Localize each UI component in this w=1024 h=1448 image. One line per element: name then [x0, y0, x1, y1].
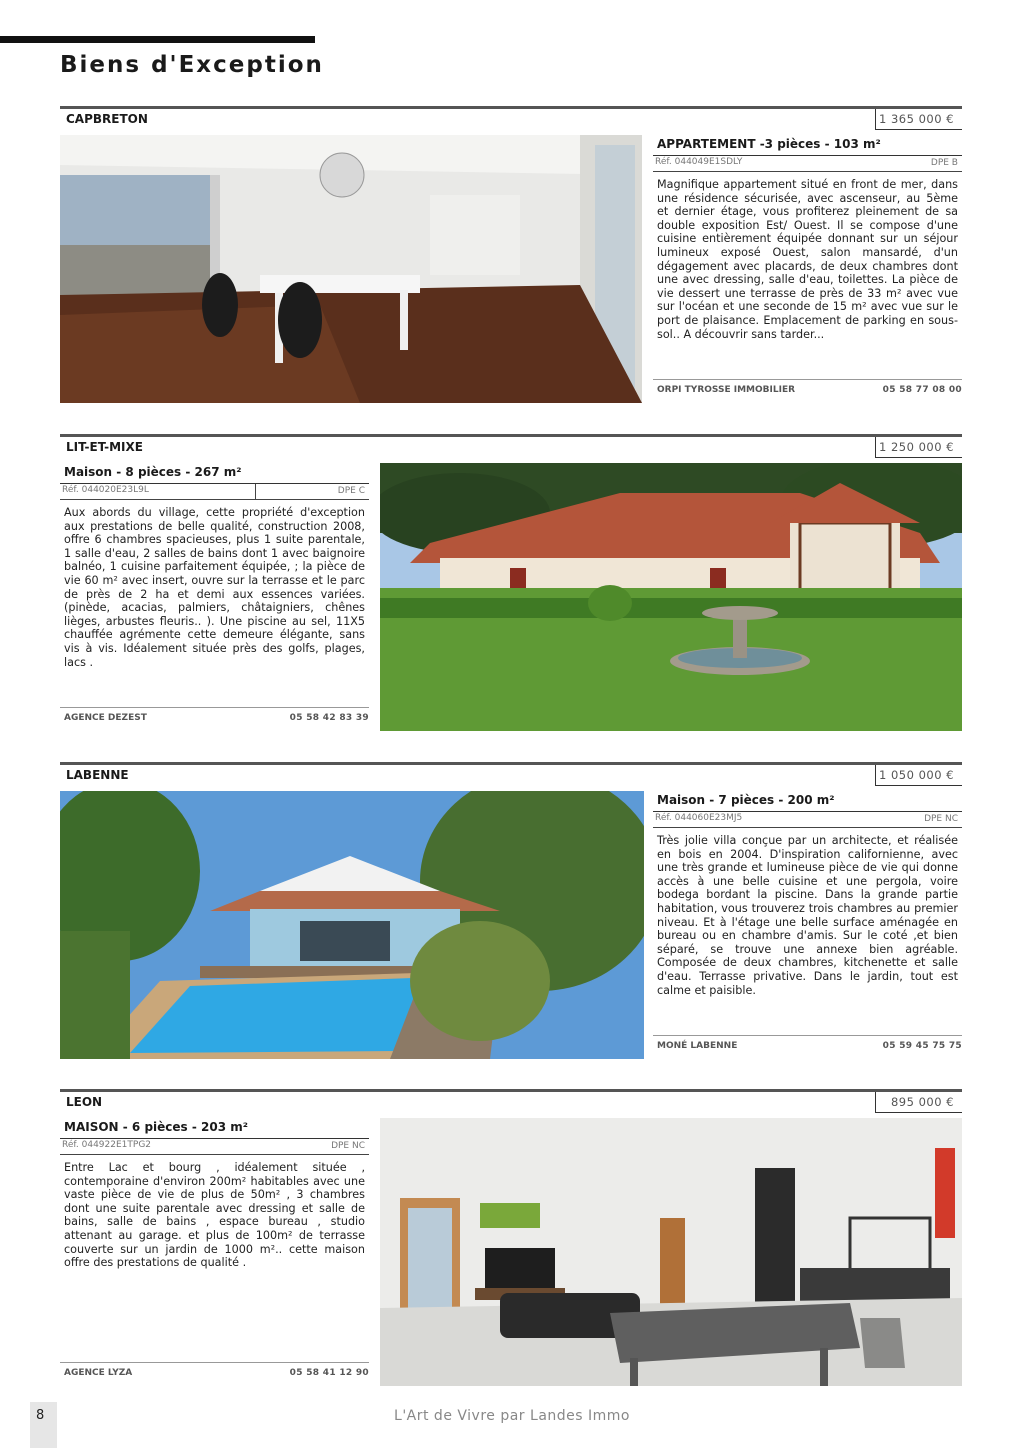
price-box	[875, 1092, 962, 1113]
agency-phone[interactable]: 05 58 41 12 90	[289, 1368, 369, 1378]
agency-phone[interactable]: 05 59 45 75 75	[882, 1041, 962, 1051]
dpe-rating: DPE B	[930, 158, 958, 168]
listing-city: LEON	[66, 1095, 103, 1109]
page-number: 8	[36, 1408, 45, 1423]
agency-row	[653, 379, 962, 398]
agency-name: AGENCE LYZA	[64, 1368, 133, 1378]
property-type: Maison - 8 pièces - 267 m²	[60, 463, 369, 484]
listing-price: 1 250 000 €	[879, 440, 954, 454]
description: Entre Lac et bourg , idéalement située , contemporaine d'environ 200m² habitables avec une vaste pièce de vie de plus de 50m² , 3 chambres dont une suite parentale avec dressing et salle de bains, salle de bains , espace bureau , studio attenant au garage. et plus de 100m² de terrasse couverte sur un jardin de 1000 m².. cette maison offre des prestations de qualité .	[64, 1161, 365, 1270]
reference-row	[653, 812, 962, 828]
dpe-rating: DPE C	[337, 486, 365, 496]
listing-photo-house-garden	[380, 463, 962, 731]
listing-text	[653, 791, 962, 1059]
price-box	[875, 437, 962, 458]
reference-row	[60, 484, 369, 500]
listing-price: 1 365 000 €	[879, 112, 954, 126]
listing-header	[60, 106, 962, 131]
agency-name: ORPI TYROSSE IMMOBILIER	[657, 385, 796, 395]
description: Magnifique appartement situé en front de mer, dans une résidence sécurisée, avec ascenseur, au 5ème et dernier étage, vous profiterez pleinement de sa double exposition Est/ Ouest. Il se compose d'une cuisine entièrement équipée donnant sur un séjour lumineux exposé Ouest, salon mansardé, d'un dégagement avec placards, de deux chambres dont une avec dressing, salle d'eau, toilettes. La pièce de vie dessert une terrasse de près de 33 m² avec vue sur l'océan et une seconde de 15 m² avec vue sur le port de plaisance. Emplacement de parking en sous-sol.. A découvrir sans tarder...	[657, 178, 958, 341]
agency-name: AGENCE DEZEST	[64, 713, 147, 723]
listing-lit-et-mixe	[60, 434, 962, 734]
listing-text	[653, 135, 962, 403]
listing-city: LABENNE	[66, 768, 129, 782]
agency-name: MONÉ LABENNE	[657, 1041, 738, 1051]
listing-city: LIT-ET-MIXE	[66, 440, 143, 454]
dpe-rating: DPE NC	[331, 1141, 365, 1151]
price-box	[875, 109, 962, 130]
listing-header	[60, 1089, 962, 1114]
listing-city: CAPBRETON	[66, 112, 148, 126]
reference: Réf. 044049E1SDLY	[655, 157, 743, 167]
agency-row	[60, 707, 369, 726]
reference: Réf. 044922E1TPG2	[62, 1140, 152, 1150]
property-type: APPARTEMENT -3 pièces - 103 m²	[653, 135, 962, 156]
listing-photo-pool-villa	[60, 791, 644, 1059]
listing-header	[60, 434, 962, 459]
reference-row	[60, 1139, 369, 1155]
reference-row	[653, 156, 962, 172]
footer-tagline: L'Art de Vivre par Landes Immo	[394, 1408, 630, 1424]
listing-header	[60, 762, 962, 787]
listing-photo-interior	[60, 135, 642, 403]
reference: Réf. 044020E23L9L	[62, 485, 149, 495]
description: Très jolie villa conçue par un architecte, et réalisée en bois en 2004. D'inspiration californienne, avec une très grande et lumineuse pièce de vie qui donne accès à une belle cuisine et une pergola, voire bodega bordant la piscine. Dans la grande partie habitation, vous trouverez trois chambres au premier niveau. Et à l'étage une belle surface aménagée en bureau ou en chambre d'amis. Sur le coté ,et bien séparé, se trouve une annexe bien agréable. Composée de deux chambres, kitchenette et salle d'eau. Terrasse privative. Dans le jardin, tout est calme et paisible.	[657, 834, 958, 997]
listing-photo-living-room	[380, 1118, 962, 1386]
listing-text	[60, 463, 369, 731]
listing-leon	[60, 1089, 962, 1389]
listing-price: 895 000 €	[890, 1095, 954, 1109]
description: Aux abords du village, cette propriété d'exception aux prestations de belle qualité, construction 2008, offre 6 chambres spacieuses, plus 1 suite parentale, 1 salle d'eau, 2 salles de bains dont 1 avec baignoire balnéo, 1 cuisine parfaitement équipée, ; la pièce de vie 60 m² avec insert, ouvre sur la terrasse et le parc de près de 2 ha et demi aux essences variées. (pinède, acacias, palmiers, châtaigniers, chênes lièges, arbustes fleuris.. ). Une piscine au sel, 11X5 chauffée agrémente cette demeure élégante, sans vis à vis. Idéalement située près des golfs, plages, lacs .	[64, 506, 365, 669]
reference: Réf. 044060E23MJ5	[655, 813, 743, 823]
agency-phone[interactable]: 05 58 42 83 39	[289, 713, 369, 723]
listing-price: 1 050 000 €	[879, 768, 954, 782]
listing-capbreton	[60, 106, 962, 406]
top-rule	[0, 36, 315, 43]
agency-row	[60, 1362, 369, 1381]
listing-labenne	[60, 762, 962, 1062]
listing-text	[60, 1118, 369, 1386]
agency-phone[interactable]: 05 58 77 08 00	[882, 385, 962, 395]
property-type: Maison - 7 pièces - 200 m²	[653, 791, 962, 812]
agency-row	[653, 1035, 962, 1054]
property-type: MAISON - 6 pièces - 203 m²	[60, 1118, 369, 1139]
dpe-rating: DPE NC	[924, 814, 958, 824]
price-box	[875, 765, 962, 786]
page-title: Biens d'Exception	[60, 52, 324, 78]
